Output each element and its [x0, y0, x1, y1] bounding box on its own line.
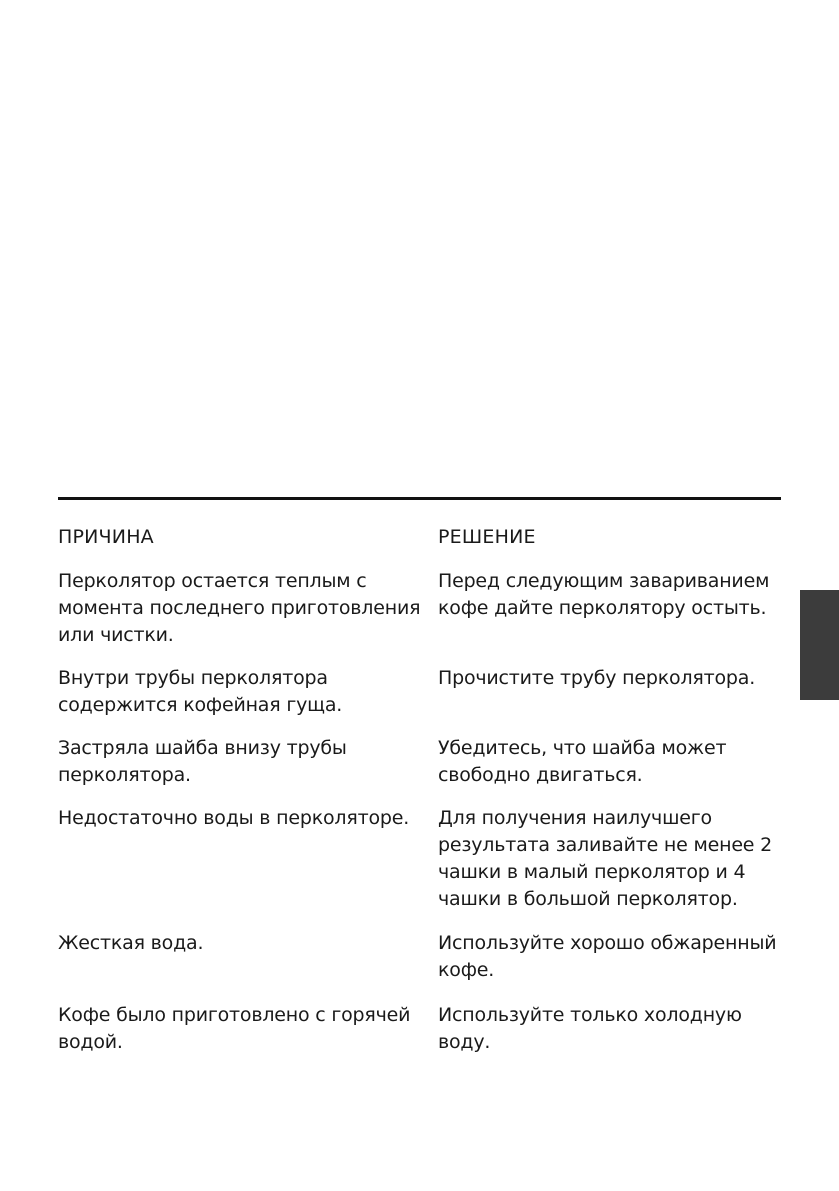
- table-header-row: [58, 524, 788, 551]
- cause-column-header: ПРИЧИНА: [58, 526, 154, 548]
- solution-cell: Используйте хорошо обжаренный кофе.: [438, 932, 777, 981]
- cause-cell: Жесткая вода.: [58, 932, 204, 954]
- solution-cell: Используйте только холодную воду.: [438, 1004, 742, 1053]
- solution-column-header: РЕШЕНИЕ: [438, 526, 536, 548]
- cause-cell: Внутри трубы перколятора содержится кофейная гуща.: [58, 667, 343, 716]
- cause-cell: Кофе было приготовлено с горячей водой.: [58, 1004, 411, 1053]
- cause-cell: Застряла шайба внизу трубы перколятора.: [58, 737, 347, 786]
- cause-cell: Перколятор остается теплым с момента последнего приготовления или чистки.: [58, 570, 421, 646]
- table-row: [58, 568, 788, 649]
- solution-cell: Для получения наилучшего результата заливайте не менее 2 чашки в малый перколятор и 4 чашки в большой перколятор.: [438, 807, 773, 910]
- top-divider-rule: [58, 497, 781, 500]
- table-row: [58, 805, 788, 913]
- cause-cell: Недостаточно воды в перколяторе.: [58, 807, 410, 829]
- solution-cell: Перед следующим завариванием кофе дайте перколятору остыть.: [438, 570, 770, 619]
- troubleshooting-table: [58, 524, 788, 1056]
- section-side-tab: [800, 590, 839, 700]
- table-row: [58, 1002, 788, 1056]
- table-row: [58, 735, 788, 789]
- solution-cell: Прочистите трубу перколятора.: [438, 667, 756, 689]
- table-row: [58, 665, 788, 719]
- solution-cell: Убедитесь, что шайба может свободно двигаться.: [438, 737, 727, 786]
- table-row: [58, 930, 788, 984]
